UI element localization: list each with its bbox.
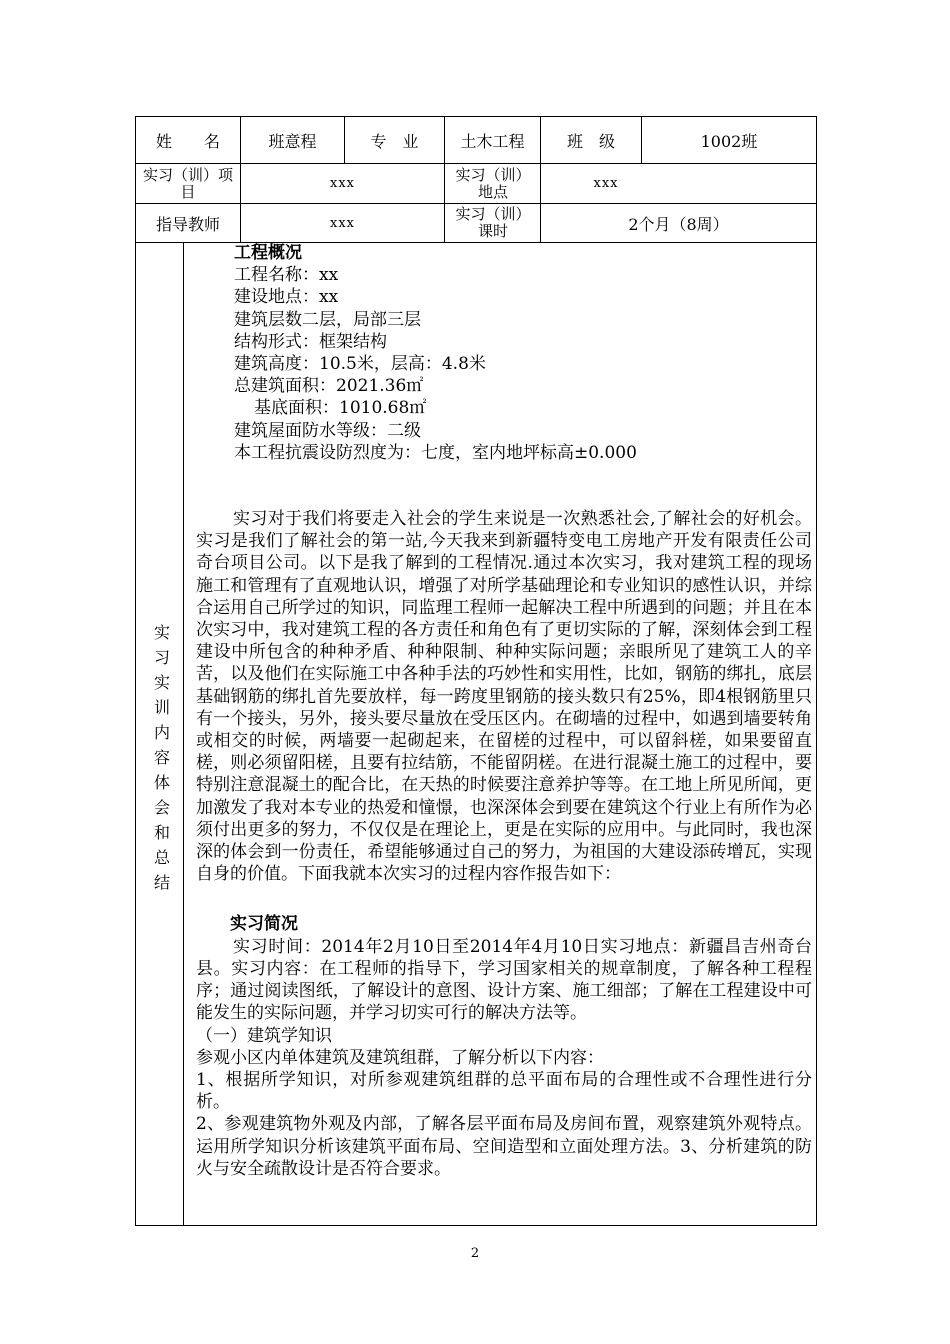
overview-line: 建设地点：xx	[234, 287, 339, 308]
overview-line: 建筑高度：10.5米，层高：4.8米	[234, 354, 486, 375]
teacher-label: 指导教师	[155, 214, 220, 234]
list-item: 1、根据所学知识，对所参观建筑组群的总平面布局的合理性或不合理性进行分析。	[196, 1069, 812, 1113]
name-value: 班意程	[268, 131, 317, 151]
table-border-left	[135, 116, 136, 1226]
side-label: 实习实训内容体会和总结	[153, 623, 170, 892]
name-label: 姓 名	[155, 131, 220, 151]
brief-paragraph: 实习时间：2014年2月10日至2014年4月10日实习地点：新疆昌吉州奇台县。实习内容：在工程师的指导下，学习国家相关的规章制度，了解各种工程程序；通过阅读图纸，了解设计的意图、设计方案、施工细部；了解在工程建设中可能发生的实际问题，并学习切实可行的解决方法等。	[196, 936, 812, 1024]
teacher-value: xxx	[330, 215, 355, 231]
overview-line: 工程名称：xx	[234, 265, 339, 286]
section-intro: 参观小区内单体建筑及建筑组群，了解分析以下内容：	[196, 1047, 604, 1068]
major-value: 土木工程	[460, 131, 525, 151]
page-number: 2	[470, 1246, 480, 1261]
overview-line: 本工程抗震设防烈度为：七度，室内地坪标高±0.000	[234, 442, 637, 463]
major-label: 专 业	[370, 131, 419, 151]
hours-label: 实习（训）课时	[455, 205, 531, 240]
table-border-bottom	[135, 1225, 817, 1226]
overview-line: 基底面积：1010.68㎡	[254, 398, 427, 419]
overview-line: 建筑屋面防水等级：二级	[234, 420, 421, 441]
overview-line: 建筑层数二层，局部三层	[234, 309, 421, 330]
class-value: 1002班	[700, 131, 758, 151]
list-item: 2、参观建筑物外观及内部，了解各层平面布局及房间布置，观察建筑外观特点。运用所学知识分析该建筑平面布局、空间造型和立面处理方法。3、分析建筑的防火与安全疏散设计是否符合要求。	[196, 1114, 812, 1179]
brief-heading: 实习简况	[230, 914, 298, 935]
section-title: （一）建筑学知识	[196, 1025, 332, 1046]
summary-paragraph: 实习对于我们将要走入社会的学生来说是一次熟悉社会,了解社会的好机会。实习是我们了解社会的第一站,今天我来到新疆特变电工房地产开发有限责任公司奇台项目公司。以下是我了解到的工程情况.通过本次实习，我对建筑工程的现场施工和管理有了直观地认识，增强了对所学基础理论和专业知识的感性认识，并综合运用自己所学过的知识，同监理工程师一起解决工程中所遇到的问题；并且在本次实习中，我对建筑工程的各方责任和角色有了更切实际的了解，深刻体会到工程建设中所包含的种种矛盾、种种限制、种种实际问题；亲眼所见了建筑工人的辛苦，以及他们在实际施工中各种手法的巧妙性和实用性，比如，钢筋的绑扎，底层基础钢筋的绑扎首先要放样，每一跨度里钢筋的接头数只有25%，即4根钢筋里只有一个接头，另外，接头要尽量放在受压区内。在砌墙的过程中，如遇到墙要转角或相交的时候，两墙要一起砌起来，在留槎的过程中，可以留斜槎，如果要留直槎，则必须留阳槎，且要有拉结筋，不能留阴槎。在进行混凝土施工的过程中，要特别注意混凝土的配合比，在天热的时候要注意养护等等。在工地上所见所闻，更加激发了我对本专业的热爱和憧憬，也深深体会到要在建筑这个行业上有所作为必须付出更多的努力，不仅仅是在理论上，更是在实际的应用中。与此同时，我也深深的体会到一份责任，希望能够通过自己的努力，为祖国的大建设添砖增瓦，实现自身的价值。下面我就本次实习的过程内容作报告如下：	[196, 509, 812, 885]
table-border-right	[816, 116, 817, 1226]
location-label: 实习（训）地点	[455, 165, 531, 201]
overview-heading: 工程概况	[234, 243, 302, 263]
overview-line: 总建筑面积：2021.36㎡	[234, 376, 424, 397]
overview-line: 结构形式：框架结构	[234, 331, 387, 352]
location-value: xxx	[593, 176, 619, 191]
class-label: 班 级	[566, 131, 615, 151]
table-col-divider	[183, 242, 184, 1226]
project-value: xxx	[330, 176, 355, 191]
project-label: 实习（训）项目	[142, 165, 233, 201]
report-content	[196, 242, 812, 1180]
hours-value: 2个月（8周）	[628, 214, 729, 234]
